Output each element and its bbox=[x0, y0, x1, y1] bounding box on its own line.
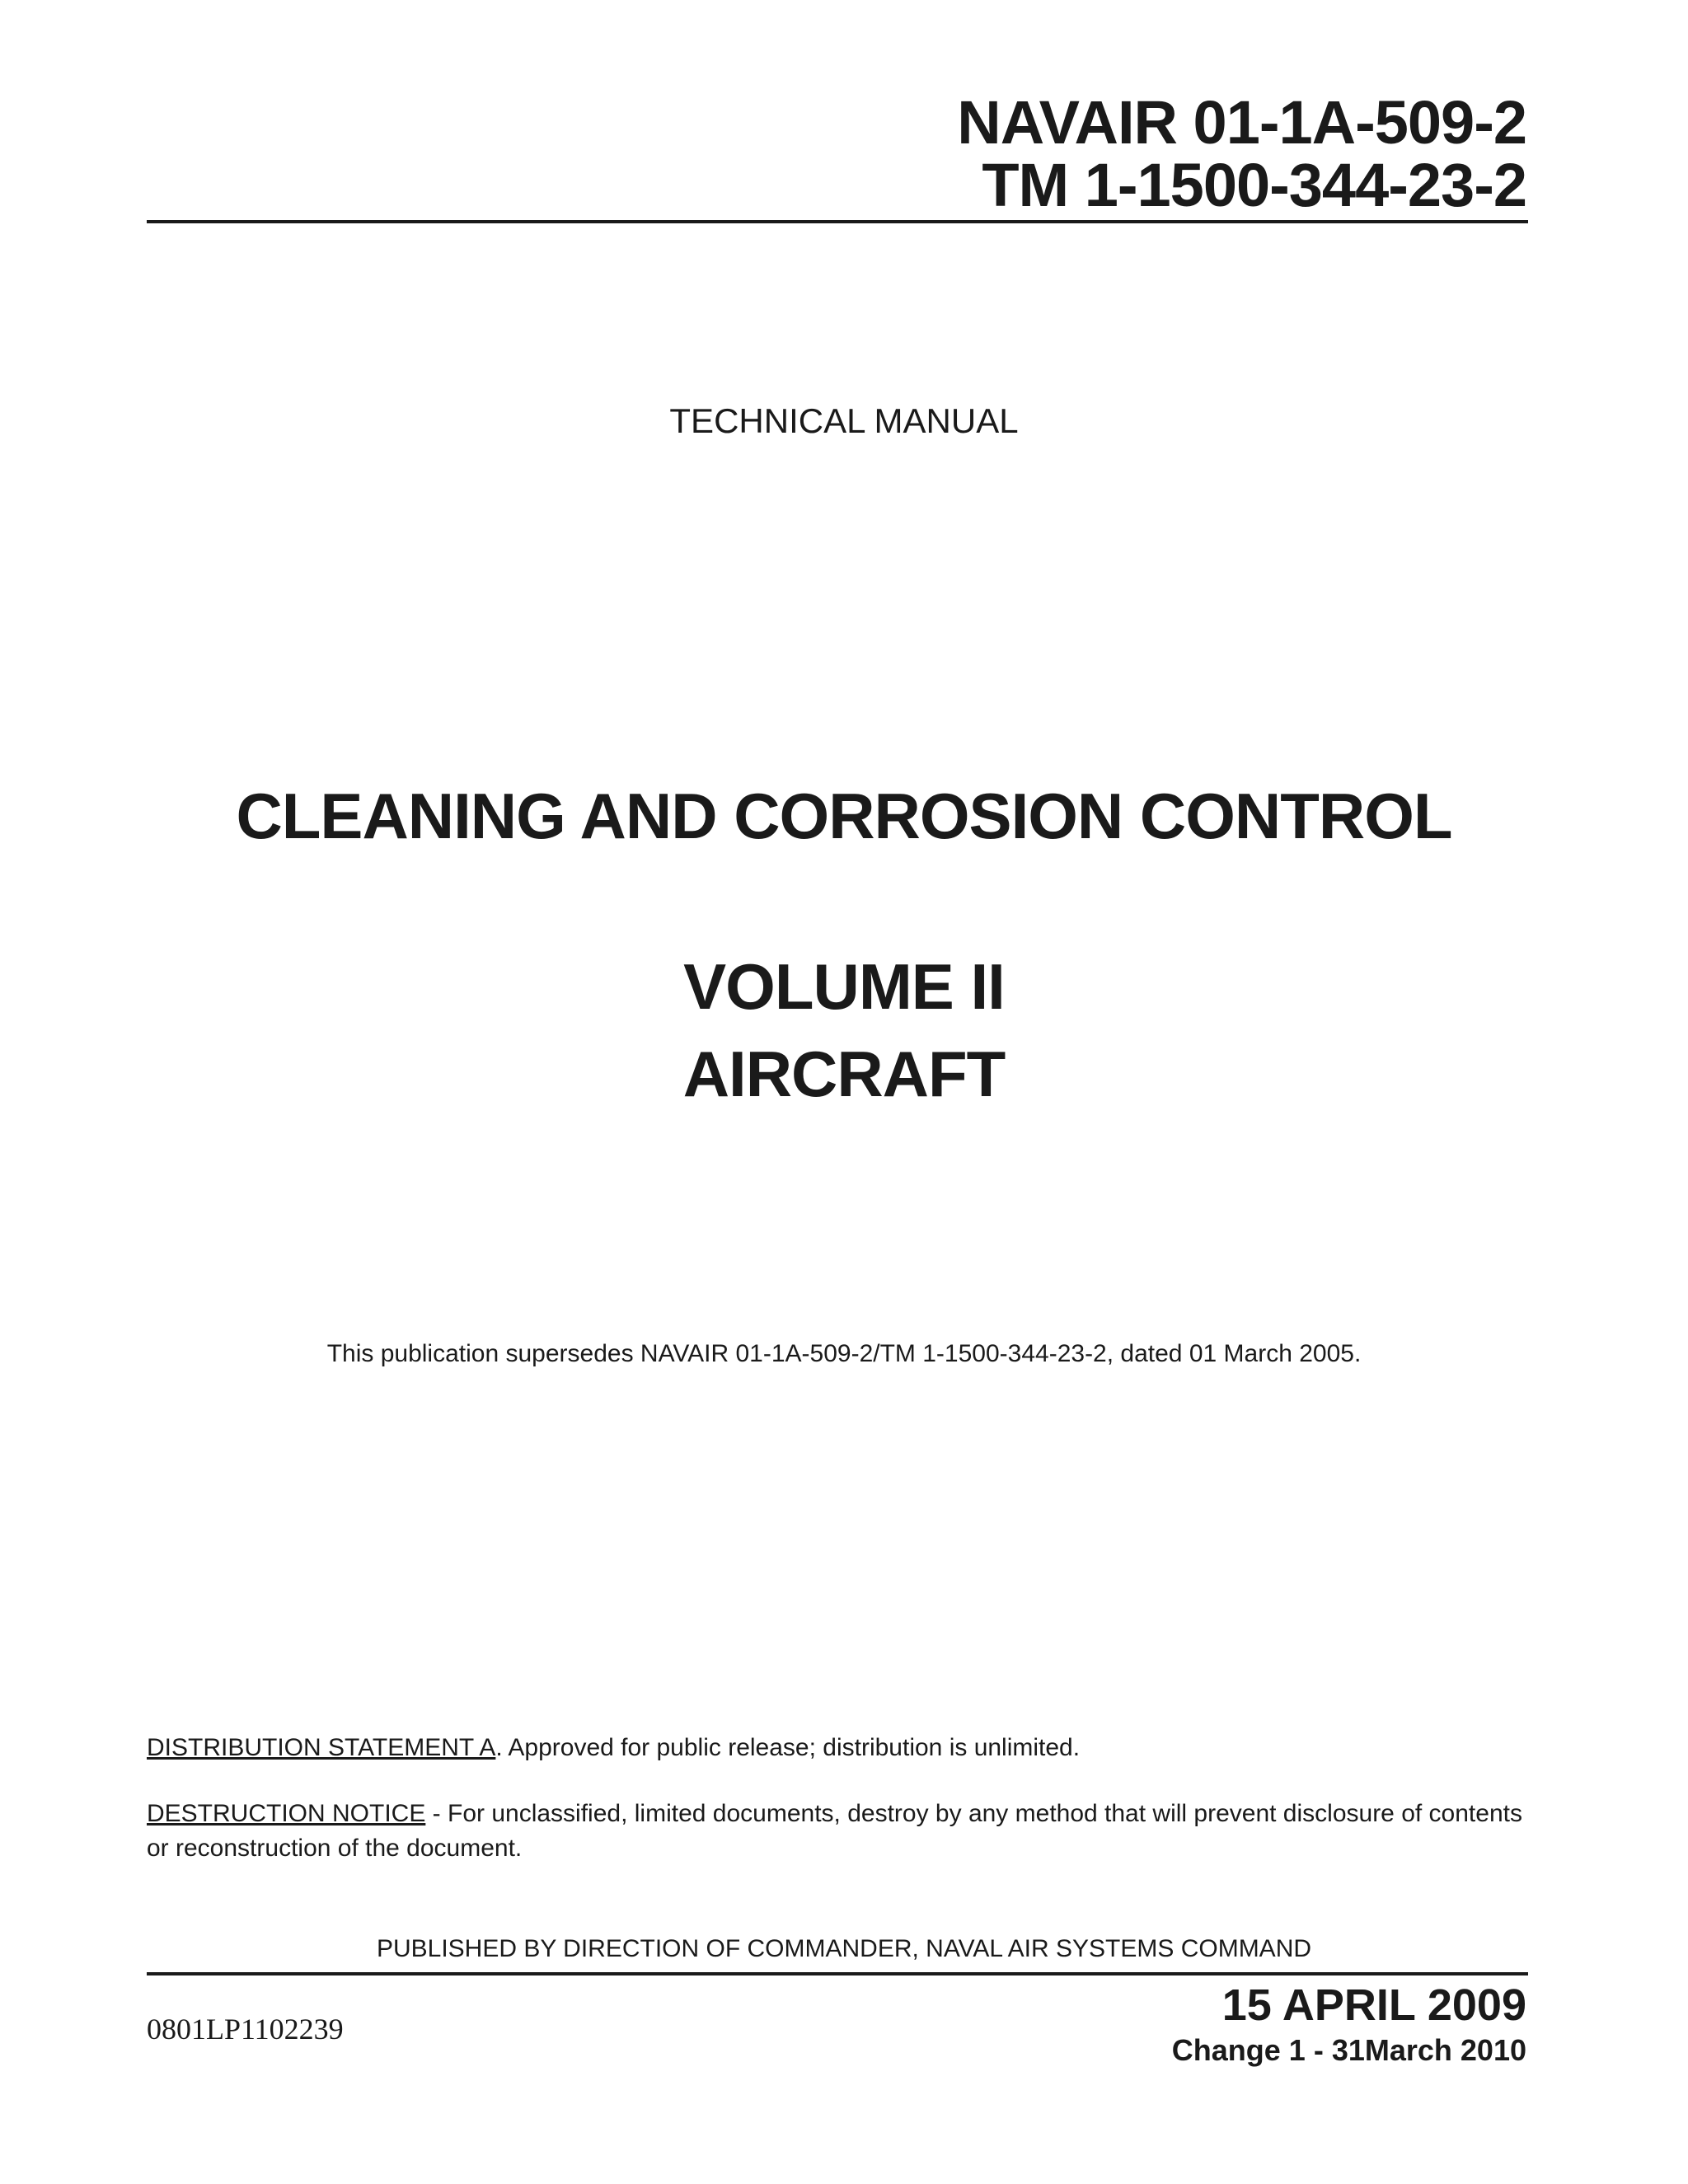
control-number: 0801LP1102239 bbox=[147, 2013, 344, 2046]
main-title: CLEANING AND CORROSION CONTROL bbox=[236, 780, 1452, 852]
footer-divider bbox=[147, 1972, 1528, 1975]
volume-subject: AIRCRAFT bbox=[682, 1038, 1006, 1110]
published-by-statement: PUBLISHED BY DIRECTION OF COMMANDER, NAVAL AIR SYSTEMS COMMAND bbox=[376, 1935, 1312, 1962]
publication-date: 15 APRIL 2009 bbox=[1221, 1980, 1526, 2030]
destruction-notice-text: - For unclassified, limited documents, destroy by any method that will prevent disclosure of contents or reconstruction of the document. bbox=[147, 1800, 1522, 1862]
distribution-statement-text: . Approved for public release; distribution is unlimited. bbox=[495, 1734, 1081, 1761]
destruction-notice-label: DESTRUCTION NOTICE bbox=[147, 1800, 426, 1827]
navair-document-number: NAVAIR 01-1A-509-2 bbox=[957, 88, 1526, 157]
header-divider bbox=[147, 220, 1528, 223]
distribution-statement bbox=[147, 1731, 1531, 1765]
distribution-statement-label: DISTRIBUTION STATEMENT A bbox=[147, 1734, 496, 1761]
destruction-notice bbox=[147, 1797, 1531, 1866]
volume-title: VOLUME II bbox=[683, 950, 1005, 1023]
manual-type-heading: TECHNICAL MANUAL bbox=[669, 401, 1019, 440]
supersedes-notice: This publication supersedes NAVAIR 01-1A-509-2/TM 1-1500-344-23-2, dated 01 March 2005. bbox=[326, 1340, 1362, 1367]
change-notice: Change 1 - 31March 2010 bbox=[1171, 2033, 1526, 2067]
tm-document-number: TM 1-1500-344-23-2 bbox=[982, 151, 1526, 219]
